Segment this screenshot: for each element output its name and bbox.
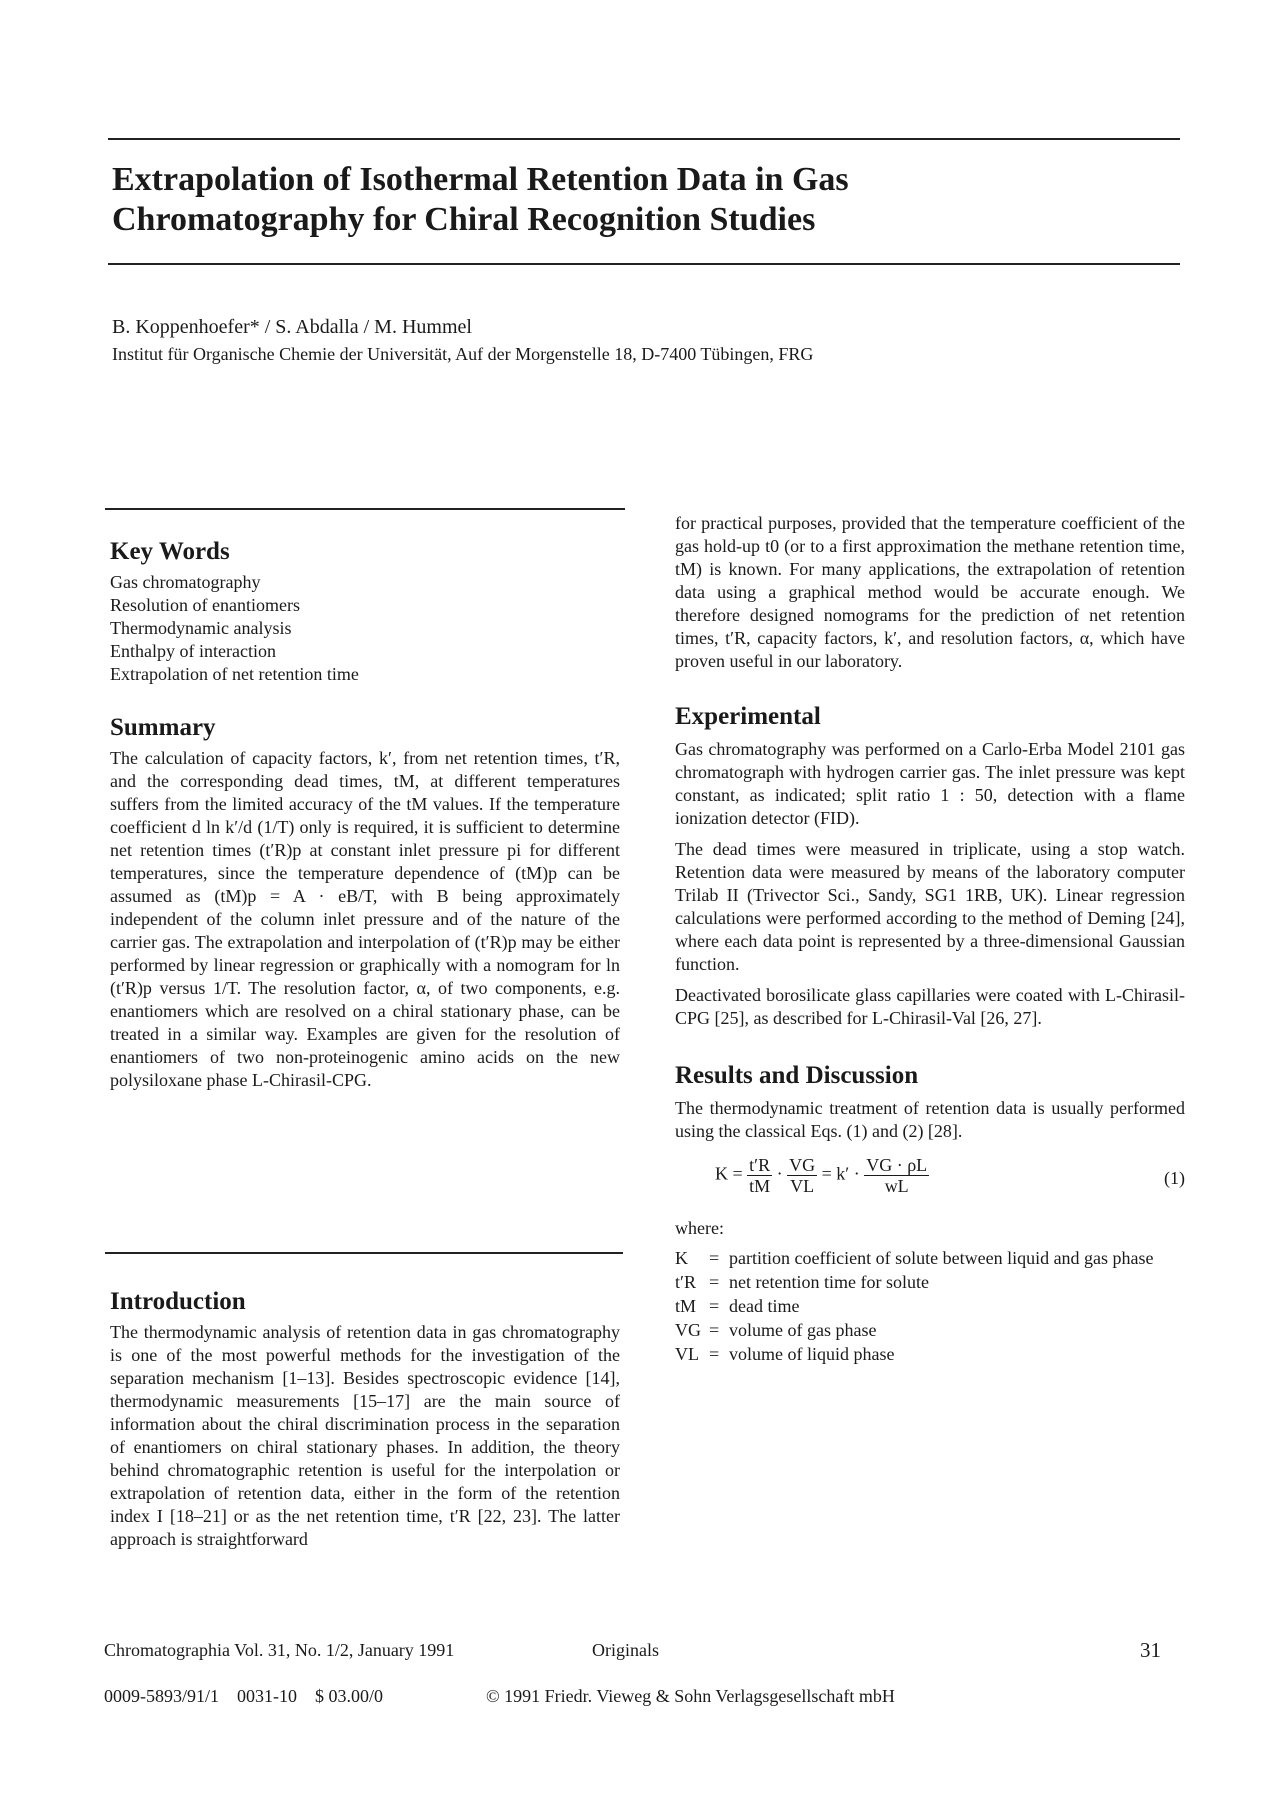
page-number: 31 <box>1140 1638 1161 1662</box>
keyword-item: Enthalpy of interaction <box>110 641 276 661</box>
definition-row <box>675 1294 1185 1318</box>
equation-number: (1) <box>1164 1168 1185 1188</box>
definition-row <box>675 1318 1185 1342</box>
definition-symbol: tM <box>675 1296 697 1316</box>
summary-section <box>110 716 620 1092</box>
experimental-section <box>675 705 1185 1030</box>
fraction-denominator: tM <box>749 1176 771 1196</box>
title-line-2: Chromatography for Chiral Recognition Studies <box>112 201 816 238</box>
copyright: © 1991 Friedr. Vieweg & Sohn Verlagsgesellschaft mbH <box>486 1686 895 1706</box>
left-column <box>110 540 620 1100</box>
definition-row <box>675 1270 1185 1294</box>
equation-fraction-3 <box>864 1155 929 1196</box>
keyword-item: Gas chromatography <box>110 572 261 592</box>
equation-body <box>715 1155 929 1196</box>
page-title <box>112 160 1162 240</box>
introduction-heading: Introduction <box>110 1288 246 1315</box>
results-section <box>675 1064 1185 1366</box>
equation-fraction-1 <box>747 1155 772 1196</box>
equation-1 <box>675 1153 1185 1205</box>
summary-text: The calculation of capacity factors, k′, from net retention times, t′R, and the corresponding dead times, tM, at different temperatures suffers from the limited accuracy of the tM values. If the temperature coefficient d ln k′/d (1/T) only is required, it is sufficient to determine net retention times (t′R)p at constant inlet pressure pi for different temperatures, since the temperature dependence of (tM)p can be assumed as (tM)p = A · eB/T, with B being approximately independent of the column inlet pressure and of the nature of the carrier gas. The extrapolation and interpolation of (t′R)p may be either performed by linear regression or graphically with a nomogram for ln (t′R)p versus 1/T. The resolution factor, α, of two components, e.g. enantiomers which are resolved on a chiral stationary phase, can be treated in a similar way. Examples are given for the resolution of enantiomers of two non-proteinogenic amino acids on the new polysiloxane phase L-Chirasil-CPG. <box>110 748 620 1090</box>
keywords-rule <box>105 508 625 510</box>
keywords-heading: Key Words <box>110 538 230 565</box>
definition-text: net retention time for solute <box>729 1272 929 1292</box>
definition-text: dead time <box>729 1296 800 1316</box>
keyword-item: Thermodynamic analysis <box>110 618 292 638</box>
equation-mid: = k′ · <box>821 1163 860 1184</box>
definition-symbol: t′R <box>675 1272 696 1292</box>
definition-symbol: K <box>675 1248 688 1268</box>
definition-symbol: VL <box>675 1344 699 1364</box>
title-line-1: Extrapolation of Isothermal Retention Data in Gas <box>112 161 849 198</box>
definition-row <box>675 1342 1185 1366</box>
experimental-heading: Experimental <box>675 703 821 730</box>
article-code: 0009-5893/91/1 0031-10 $ 03.00/0 <box>104 1686 383 1706</box>
section-label: Originals <box>592 1640 659 1660</box>
equation-lhs: K = <box>715 1163 743 1184</box>
keywords-section <box>110 540 620 686</box>
summary-heading: Summary <box>110 714 216 741</box>
title-bottom-rule <box>108 263 1180 265</box>
definition-equals: = <box>709 1248 720 1268</box>
equation-dot: · <box>776 1163 783 1184</box>
right-column <box>675 512 1185 1366</box>
fraction-denominator: VL <box>790 1176 815 1196</box>
definition-row <box>675 1246 1185 1270</box>
results-heading: Results and Discussion <box>675 1062 919 1089</box>
fraction-numerator: VG · ρL <box>866 1155 928 1175</box>
fraction-numerator: VG <box>789 1155 816 1175</box>
fraction-denominator: wL <box>884 1176 909 1196</box>
fraction-numerator: t′R <box>749 1155 771 1175</box>
definition-list <box>675 1246 1185 1366</box>
keyword-item: Resolution of enantiomers <box>110 595 300 615</box>
experimental-paragraph: Deactivated borosilicate glass capillaries were coated with L-Chirasil-CPG [25], as described for L-Chirasil-Val [26, 27]. <box>675 985 1185 1028</box>
equation-fraction-2 <box>787 1155 817 1196</box>
top-rule <box>108 138 1180 140</box>
keyword-item: Extrapolation of net retention time <box>110 664 359 684</box>
journal-citation: Chromatographia Vol. 31, No. 1/2, January 1991 <box>104 1640 455 1660</box>
definition-equals: = <box>709 1320 720 1340</box>
definition-equals: = <box>709 1272 720 1292</box>
definition-text: volume of gas phase <box>729 1320 877 1340</box>
experimental-paragraph: The dead times were measured in triplicate, using a stop watch. Retention data were measured by means of the laboratory computer Trilab II (Trivector Sci., Sandy, SG1 1RB, UK). Linear regression calculations were performed according to the method of Deming [24], where each data point is represented by a three-dimensional Gaussian function. <box>675 839 1185 974</box>
affiliation: Institut für Organische Chemie der Universität, Auf der Morgenstelle 18, D-7400 Tübingen, FRG <box>112 344 814 364</box>
definition-equals: = <box>709 1344 720 1364</box>
introduction-text: The thermodynamic analysis of retention data in gas chromatography is one of the most powerful methods for the investigation of the separation mechanism [1–13]. Besides spectroscopic evidence [14], thermodynamic measurements [15–17] are the main source of information about the chiral discrimination process in the separation of enantiomers on chiral stationary phases. In addition, the theory behind chromatographic retention is useful for the interpolation or extrapolation of retention data, either in the form of the retention index I [18–21] or as the net retention time, t′R [22, 23]. The latter approach is straightforward <box>110 1322 620 1549</box>
results-text: The thermodynamic treatment of retention data is usually performed using the classical Eqs. (1) and (2) [28]. <box>675 1098 1185 1141</box>
definition-text: partition coefficient of solute between liquid and gas phase <box>729 1248 1154 1268</box>
introduction-continued-text: for practical purposes, provided that the temperature coefficient of the gas hold-up t0 (or to a first approximation the methane retention time, tM) is known. For many applications, the extrapolation of retention data using a graphical method would be accurate enough. We therefore designed nomograms for the prediction of net retention times, t′R, capacity factors, k′, and resolution factors, α, which have proven useful in our laboratory. <box>675 513 1185 671</box>
definition-text: volume of liquid phase <box>729 1344 895 1364</box>
summary-end-rule <box>105 1252 623 1254</box>
definition-symbol: VG <box>675 1320 701 1340</box>
definition-equals: = <box>709 1296 720 1316</box>
where-label: where: <box>675 1218 724 1238</box>
introduction-section <box>110 1290 620 1559</box>
experimental-paragraph: Gas chromatography was performed on a Carlo-Erba Model 2101 gas chromatograph with hydrogen carrier gas. The inlet pressure was kept constant, as indicated; split ratio 1 : 50, detection with a flame ionization detector (FID). <box>675 739 1185 828</box>
authors: B. Koppenhoefer* / S. Abdalla / M. Hummel <box>112 316 472 338</box>
